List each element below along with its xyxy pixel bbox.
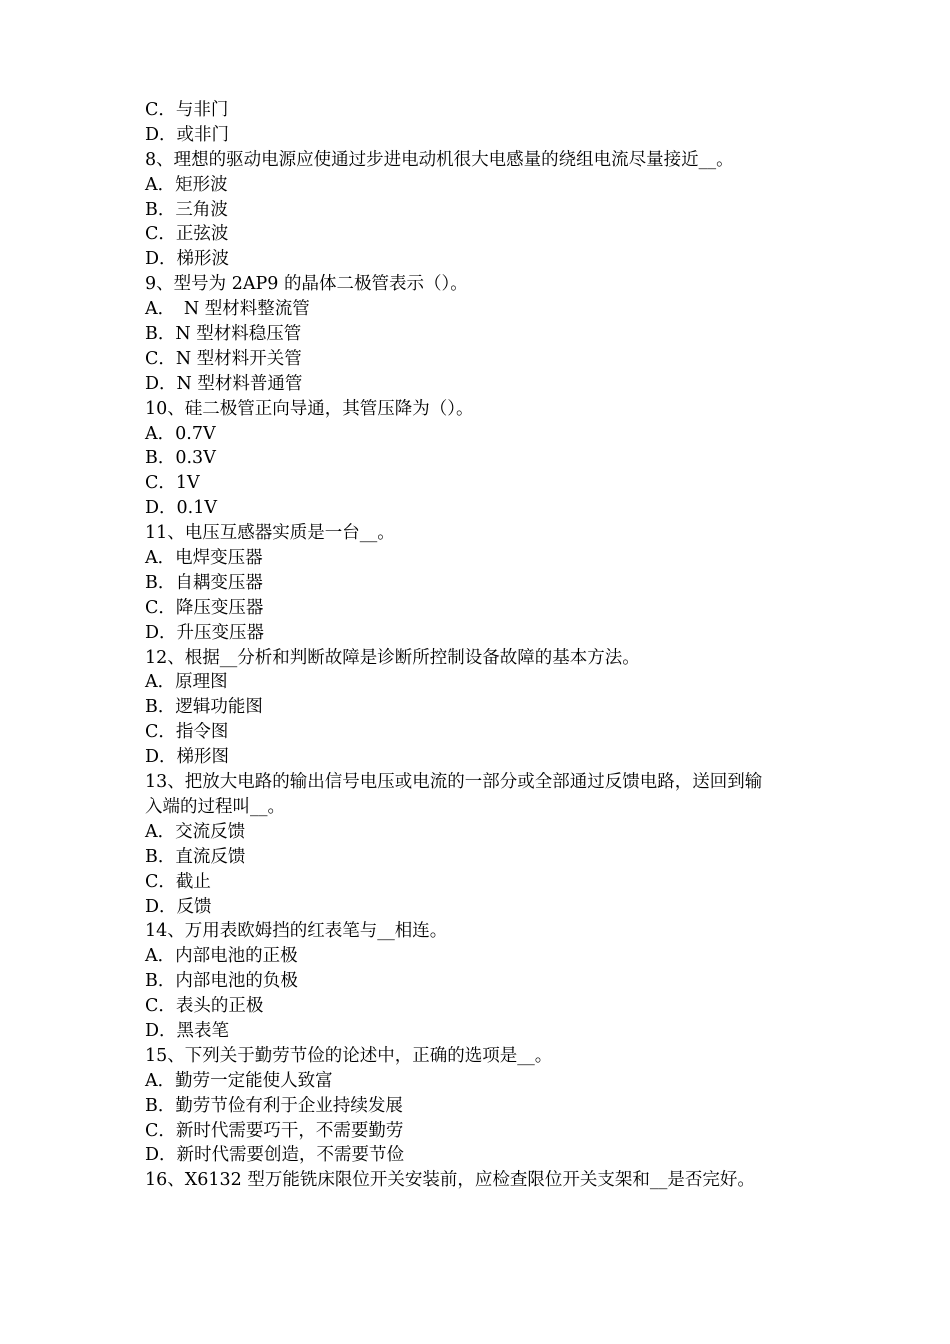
option-line: C．1V <box>145 473 200 494</box>
option-line: D．黑表笔 <box>145 1020 230 1041</box>
question-line: 14、万用表欧姆挡的红表笔与__相连。 <box>145 921 448 942</box>
option-line: D．升压变压器 <box>145 622 265 643</box>
option-line: B．三角波 <box>145 199 228 220</box>
question-line: 16、X6132 型万能铣床限位开关安装前，应检查限位开关支架和__是否完好。 <box>145 1170 755 1191</box>
option-line: B．自耦变压器 <box>145 572 263 593</box>
option-line: C．降压变压器 <box>145 597 264 618</box>
question-line: 8、理想的驱动电源应使通过步进电动机很大电感量的绕组电流尽量接近__。 <box>145 149 734 170</box>
option-line: A．勤劳一定能使人致富 <box>145 1070 333 1091</box>
option-line: D．梯形图 <box>145 747 230 768</box>
option-line: C．与非门 <box>145 100 229 120</box>
question-line: 11、电压互感器实质是一台__。 <box>145 523 395 544</box>
option-line: B．0.3V <box>145 448 216 469</box>
option-line: C．指令图 <box>145 722 229 743</box>
option-line: D．或非门 <box>145 124 230 145</box>
option-line: D．反馈 <box>145 896 212 917</box>
option-line: B．勤劳节俭有利于企业持续发展 <box>145 1095 403 1116</box>
question-line: 入端的过程叫__。 <box>145 796 285 817</box>
option-line: A． N 型材料整流管 <box>145 299 310 320</box>
question-line: 12、根据__分析和判断故障是诊断所控制设备故障的基本方法。 <box>145 647 640 668</box>
option-line: D．0.1V <box>145 498 217 519</box>
option-line: C．N 型材料开关管 <box>145 348 302 369</box>
option-line: A．原理图 <box>145 672 228 693</box>
question-line: 10、硅二极管正向导通，其管压降为（）。 <box>145 398 474 419</box>
option-line: A．0.7V <box>145 423 216 444</box>
option-line: C．新时代需要巧干，不需要勤劳 <box>145 1120 404 1141</box>
question-text-block <box>145 98 825 1193</box>
option-line: A．电焊变压器 <box>145 548 263 569</box>
option-line: B．逻辑功能图 <box>145 697 263 718</box>
option-line: B．直流反馈 <box>145 846 246 867</box>
option-line: A．内部电池的正极 <box>145 946 298 967</box>
option-line: D．新时代需要创造，不需要节俭 <box>145 1145 405 1166</box>
option-line: A．矩形波 <box>145 174 228 195</box>
option-line: B．N 型材料稳压管 <box>145 324 302 345</box>
option-line: D．梯形波 <box>145 249 230 270</box>
option-line: D．N 型材料普通管 <box>145 373 303 394</box>
option-line: C．正弦波 <box>145 224 229 245</box>
question-line: 13、把放大电路的输出信号电压或电流的一部分或全部通过反馈电路，送回到输 <box>145 772 763 793</box>
option-line: C．截止 <box>145 871 211 892</box>
option-line: C．表头的正极 <box>145 996 264 1017</box>
question-line: 15、下列关于勤劳节俭的论述中，正确的选项是__。 <box>145 1045 553 1066</box>
option-line: B．内部电池的负极 <box>145 971 298 992</box>
option-line: A．交流反馈 <box>145 821 246 842</box>
question-line: 9、型号为 2AP9 的晶体二极管表示（）。 <box>145 274 468 295</box>
